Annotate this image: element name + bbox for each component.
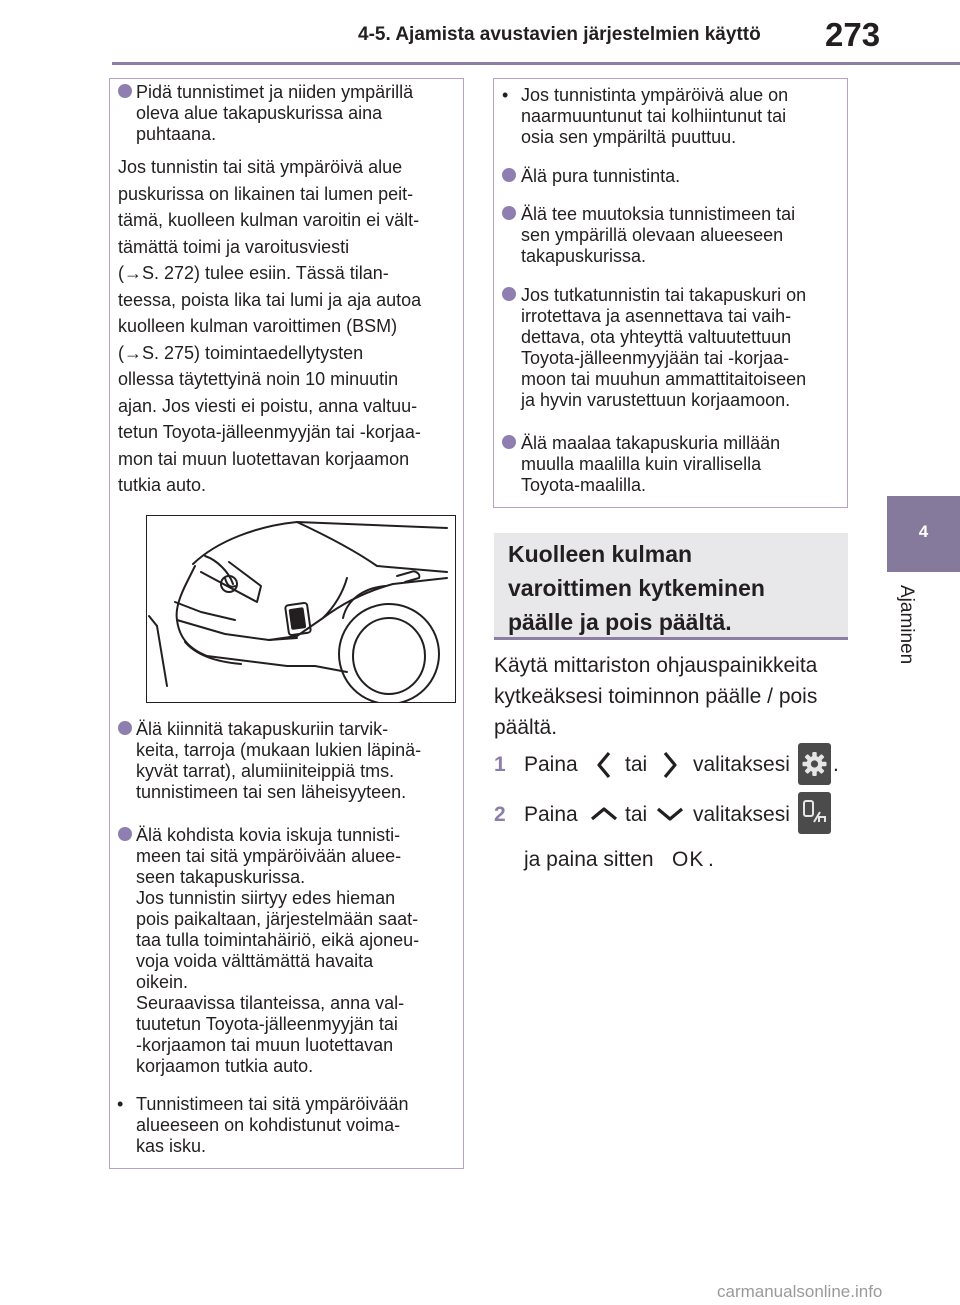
text-line: takapuskurissa. xyxy=(521,246,647,266)
bullet-icon xyxy=(502,435,516,449)
text-line: Älä kohdista kovia iskuja tunnisti- xyxy=(136,825,401,845)
text-line: Kuolleen kulman xyxy=(508,541,693,567)
text-line: alueeseen on kohdistunut voima- xyxy=(136,1115,401,1135)
section-header: 4-5. Ajamista avustavien järjestelmien käyttö xyxy=(358,24,761,45)
text-line: irrotettava ja asennettava tai vaih- xyxy=(521,306,792,326)
text-line: seen takapuskurissa. xyxy=(136,867,306,887)
left-dot-item xyxy=(136,1094,408,1157)
text-line: Jos tunnistinta ympäröivä alue on xyxy=(521,85,789,105)
right-bullet-3 xyxy=(521,285,806,411)
step-text: valitaksesi xyxy=(693,753,790,776)
bullet-icon xyxy=(118,84,132,98)
text-line: teessa, poista lika tai lumi ja aja autoa xyxy=(118,289,422,310)
text-line: pois paikaltaan, järjestelmään saat- xyxy=(136,909,419,929)
chapter-number: 4 xyxy=(918,522,929,541)
text-line: voja voida välttämättä havaita xyxy=(136,951,374,971)
left-bullet-1 xyxy=(136,82,413,145)
bullet-icon xyxy=(118,721,132,735)
text-line: Käytä mittariston ohjauspainikkeita xyxy=(494,654,818,677)
text-line: osia sen ympäriltä puuttuu. xyxy=(521,127,737,147)
chapter-label-text: Ajaminen xyxy=(896,585,917,665)
text-line: Älä maalaa takapuskuria millään xyxy=(521,433,781,453)
text-line: ollessa täytettyinä noin 10 minuutin xyxy=(118,369,399,389)
text-line: päälle ja pois päältä. xyxy=(508,609,732,635)
text-line: tämättä toimi ja varoitusviesti xyxy=(118,236,350,257)
settings-icon xyxy=(798,743,831,785)
text-line: Seuraavissa tilanteissa, anna val- xyxy=(136,993,405,1013)
section-intro xyxy=(494,650,817,743)
text-line: Älä kiinnitä takapuskuriin tarvik- xyxy=(136,719,389,739)
right-bullet-4 xyxy=(521,433,780,496)
text-line: tetun Toyota-jälleenmyyjän tai -korjaa- xyxy=(118,422,421,442)
text-line: Jos tunnistin tai sitä ympäröivä alue xyxy=(118,157,403,177)
step-text: . xyxy=(708,848,714,871)
text-line: (→S. 272) tulee esiin. Tässä tilan- xyxy=(118,263,389,283)
section-heading xyxy=(508,537,765,639)
text-line: varoittimen kytkeminen xyxy=(508,575,765,601)
text-line: puhtaana. xyxy=(136,124,217,144)
chapter-tab xyxy=(887,496,960,572)
text-line: korjaamon tutkia auto. xyxy=(136,1056,314,1076)
text-line: meen tai sitä ympäröivään aluee- xyxy=(136,846,402,866)
right-bullet-2 xyxy=(521,204,795,267)
chapter-label xyxy=(893,585,925,680)
step-text: valitaksesi xyxy=(693,803,790,826)
text-line: puskurissa on likainen tai lumen peit- xyxy=(118,183,414,204)
watermark: carmanualsonline.info xyxy=(717,1282,883,1301)
text-line: oikein. xyxy=(136,972,189,992)
step-text: Paina xyxy=(524,803,578,826)
text-line: sen ympärillä olevaan alueeseen xyxy=(521,225,784,245)
text-line: tuutetun Toyota-jälleenmyyjän tai xyxy=(136,1014,398,1034)
text-line: kuolleen kulman varoittimen (BSM) xyxy=(118,316,398,336)
left-paragraph xyxy=(118,154,421,499)
text-line: kyvät tarrat), alumiiniteippiä tms. xyxy=(136,761,395,781)
text-line: Jos tutkatunnistin tai takapuskuri on xyxy=(521,285,807,305)
text-line: oleva alue takapuskurissa aina xyxy=(136,103,383,123)
dot-bullet: • xyxy=(117,1094,124,1114)
text-line: moon tai muuhun ammattitaitoiseen xyxy=(521,369,807,389)
text-line: kytkeäksesi toiminnon päälle / pois xyxy=(494,685,818,708)
step-number: 2 xyxy=(494,803,506,826)
bullet-icon xyxy=(502,206,516,220)
text-line: dettava, ota yhteyttä valtuutettuun xyxy=(521,327,792,347)
text-line: keita, tarroja (mukaan lukien läpinä- xyxy=(136,740,422,760)
bullet-icon xyxy=(502,168,516,182)
bullet-icon xyxy=(118,827,132,841)
chevron-down-icon xyxy=(655,804,685,824)
step-text: tai xyxy=(625,753,648,776)
left-bullet-3 xyxy=(136,825,419,1077)
step-text: ja paina sitten xyxy=(524,848,654,871)
page-number: 273 xyxy=(825,16,881,53)
text-line: taa tulla toimintahäiriö, eikä ajoneu- xyxy=(136,930,420,950)
step-number: 1 xyxy=(494,753,506,776)
bullet-icon xyxy=(502,287,516,301)
text-line: tutkia auto. xyxy=(118,475,207,495)
text-line: mon tai muun luotettavan korjaamon xyxy=(118,448,410,469)
right-bullet-1 xyxy=(521,166,680,187)
text-line: Jos tunnistin siirtyy edes hieman xyxy=(136,888,396,908)
text-line: ajan. Jos viesti ei poistu, anna valtuu- xyxy=(118,395,418,416)
car-rear-illustration xyxy=(146,515,456,703)
step-text: tai xyxy=(625,803,648,826)
text-line: kas isku. xyxy=(136,1136,207,1156)
ok-button-glyph: OK xyxy=(672,848,705,871)
left-bullet-2 xyxy=(136,719,421,803)
right-dot-item xyxy=(521,85,788,148)
text-line: ja hyvin varustettuun korjaamoon. xyxy=(521,390,791,410)
chevron-left-icon xyxy=(594,750,614,780)
text-line: Tunnistimeen tai sitä ympäröivään xyxy=(136,1094,409,1114)
text-line: päältä. xyxy=(494,716,558,739)
header-rule xyxy=(112,62,960,65)
text-line: (→S. 275) toimintaedellytysten xyxy=(118,342,364,363)
car-drawing xyxy=(147,516,455,702)
text-line: Toyota-maalilla. xyxy=(521,475,647,495)
text-line: muulla maalilla kuin virallisella xyxy=(521,454,762,474)
text-line: naarmuuntunut tai kolhiintunut tai xyxy=(521,106,787,126)
bsm-icon xyxy=(798,792,831,834)
text-line: tunnistimeen tai sen läheisyyteen. xyxy=(136,782,407,802)
text-line: Toyota-jälleenmyyjään tai -korjaa- xyxy=(521,348,790,368)
text-line: Älä tee muutoksia tunnistimeen tai xyxy=(521,204,796,224)
chevron-up-icon xyxy=(589,804,619,824)
text-line: -korjaamon tai muun luotettavan xyxy=(136,1035,394,1055)
text-line: Älä pura tunnistinta. xyxy=(521,166,681,186)
chevron-right-icon xyxy=(660,750,680,780)
dot-bullet: • xyxy=(502,85,509,105)
step-text: . xyxy=(833,753,839,776)
text-line: tämä, kuolleen kulman varoitin ei vält- xyxy=(118,210,420,230)
text-line: Pidä tunnistimet ja niiden ympärillä xyxy=(136,82,414,102)
section-heading-box xyxy=(494,533,848,640)
step-text: Paina xyxy=(524,753,578,776)
